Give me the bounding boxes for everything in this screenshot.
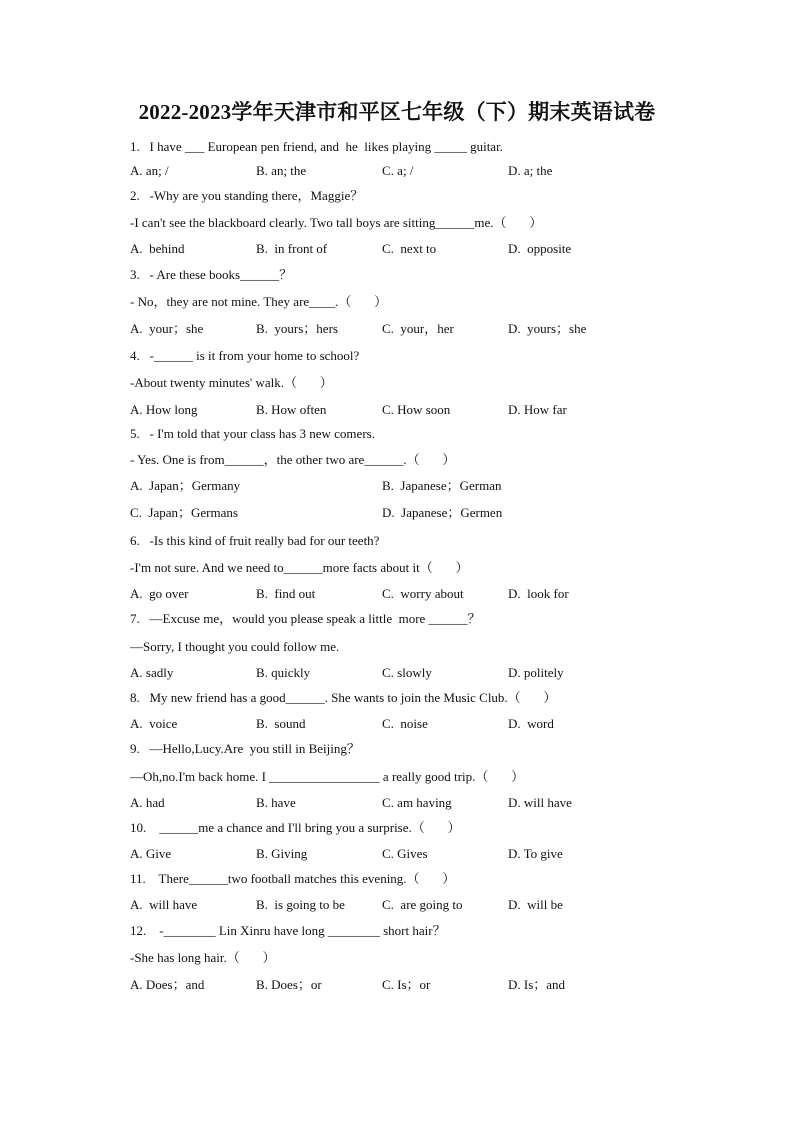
answer-option: A. voice xyxy=(130,716,178,731)
answer-option: A. will have xyxy=(130,897,198,912)
answer-option: A. Japan；Germany xyxy=(130,478,241,493)
answer-option: A. your；she xyxy=(130,321,204,336)
answer-option: D. word xyxy=(508,716,554,731)
question-stem: 3. - Are these books______？ xyxy=(130,267,293,282)
answer-option: D. yours；she xyxy=(508,321,587,336)
answer-option: D. To give xyxy=(508,846,563,861)
answer-option: B. How often xyxy=(256,402,327,417)
question-stem: 1. I have ___ European pen friend, and he likes playing _____ guitar. xyxy=(130,139,503,154)
answer-option: B. sound xyxy=(256,716,306,731)
question-line: -I can't see the blackboard clearly. Two tall boys are sitting______me.（ ） xyxy=(130,215,543,230)
question-stem: 6. -Is this kind of fruit really bad for our teeth? xyxy=(130,533,380,548)
answer-option: A. Does；and xyxy=(130,977,205,992)
answer-option: B. yours；hers xyxy=(256,321,338,336)
answer-option: A. an; / xyxy=(130,163,169,178)
answer-option: D. opposite xyxy=(508,241,572,256)
question-stem: 2. -Why are you standing there，Maggie？ xyxy=(130,188,364,203)
answer-option: B. is going to be xyxy=(256,897,345,912)
question-stem: 11. There______two football matches this evening.（ ） xyxy=(130,871,456,886)
answer-option: D. How far xyxy=(508,402,567,417)
answer-option: C. How soon xyxy=(382,402,451,417)
answer-option: D. will be xyxy=(508,897,563,912)
answer-option: B. quickly xyxy=(256,665,311,680)
question-line: -About twenty minutes' walk.（ ） xyxy=(130,375,333,390)
question-line: - Yes. One is from______，the other two are______.（ ） xyxy=(130,452,456,467)
answer-option: C. Is；or xyxy=(382,977,431,992)
answer-option: C. a; / xyxy=(382,163,414,178)
question-line: - No，they are not mine. They are____.（ ） xyxy=(130,294,388,309)
answer-option: A. behind xyxy=(130,241,185,256)
question-stem: 5. - I'm told that your class has 3 new comers. xyxy=(130,426,375,441)
answer-option: D. will have xyxy=(508,795,572,810)
answer-option: C. next to xyxy=(382,241,437,256)
question-stem: 10. ______me a chance and I'll bring you a surprise.（ ） xyxy=(130,820,461,835)
answer-option: B. Giving xyxy=(256,846,308,861)
answer-option: C. are going to xyxy=(382,897,463,912)
answer-option: B. find out xyxy=(256,586,316,601)
answer-option: C. am having xyxy=(382,795,452,810)
answer-option: D. Japanese；Germen xyxy=(382,505,503,520)
answer-option: C. worry about xyxy=(382,586,464,601)
answer-option: D. Is；and xyxy=(508,977,566,992)
question-stem: 12. -________ Lin Xinru have long ________ short hair？ xyxy=(130,923,446,938)
question-stem: 8. My new friend has a good______. She wants to join the Music Club.（ ） xyxy=(130,690,557,705)
answer-option: C. Gives xyxy=(382,846,428,861)
answer-option: B. have xyxy=(256,795,296,810)
page-title: 2022-2023学年天津市和平区七年级（下）期末英语试卷 xyxy=(138,100,656,124)
answer-option: A. had xyxy=(130,795,165,810)
answer-option: C. noise xyxy=(382,716,428,731)
answer-option: B. an; the xyxy=(256,163,307,178)
answer-option: B. Japanese；German xyxy=(382,478,502,493)
answer-option: D. look for xyxy=(508,586,569,601)
answer-option: C. Japan；Germans xyxy=(130,505,238,520)
question-line: —Sorry, I thought you could follow me. xyxy=(130,639,340,654)
answer-option: C. slowly xyxy=(382,665,432,680)
question-stem: 7. —Excuse me，would you please speak a little more ______？ xyxy=(130,611,481,626)
question-stem: 9. —Hello,Lucy.Are you still in Beijing？ xyxy=(130,741,360,756)
question-line: -She has long hair.（ ） xyxy=(130,950,276,965)
question-line: -I'm not sure. And we need to______more facts about it（ ） xyxy=(130,560,469,575)
question-line: —Oh,no.I'm back home. I _________________ a really good trip.（ ） xyxy=(130,769,525,784)
question-stem: 4. -______ is it from your home to school? xyxy=(130,348,360,363)
answer-option: D. politely xyxy=(508,665,564,680)
answer-option: D. a; the xyxy=(508,163,553,178)
answer-option: B. Does；or xyxy=(256,977,322,992)
answer-option: C. your，her xyxy=(382,321,454,336)
answer-option: A. go over xyxy=(130,586,189,601)
answer-option: A. How long xyxy=(130,402,198,417)
answer-option: B. in front of xyxy=(256,241,328,256)
answer-option: A. Give xyxy=(130,846,172,861)
answer-option: A. sadly xyxy=(130,665,174,680)
